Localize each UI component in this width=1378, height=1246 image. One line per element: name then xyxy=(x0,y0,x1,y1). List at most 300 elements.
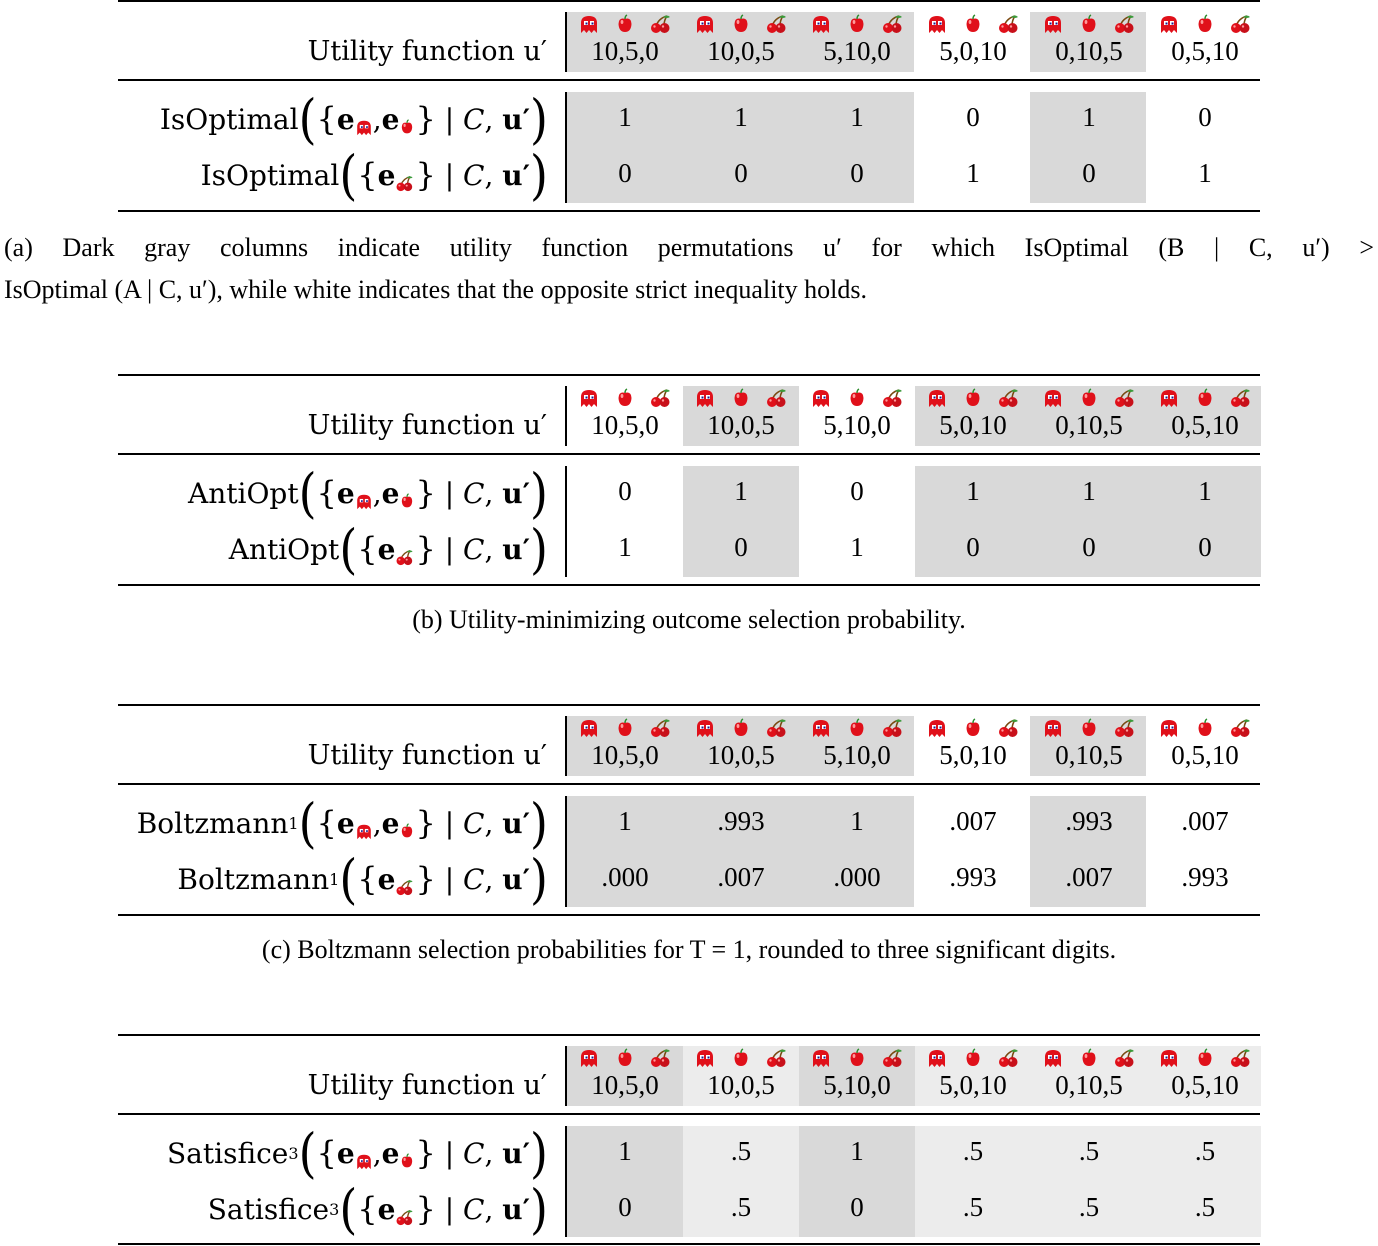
comma: , xyxy=(484,476,503,510)
ghost-icon xyxy=(1042,718,1064,738)
bottom-rule xyxy=(118,1243,1260,1245)
column-icons xyxy=(915,1048,1031,1068)
cherry-icon xyxy=(395,175,415,192)
row-label xyxy=(187,461,548,525)
var-c: C xyxy=(463,532,485,566)
var-c: C xyxy=(463,806,485,840)
row-label xyxy=(228,517,548,581)
outcome-e: e xyxy=(381,102,400,136)
subscript-cherry xyxy=(395,879,415,896)
caption-c: (c) Boltzmann selection probabilities for T = 1, rounded to three significant digits. xyxy=(261,935,1117,964)
column-icons xyxy=(1031,388,1147,408)
open-paren: ( xyxy=(298,791,317,855)
table-cell: 0 xyxy=(1198,102,1212,132)
column-icons xyxy=(799,388,915,408)
outcome-e: e xyxy=(381,476,400,510)
table-cell: .007 xyxy=(1065,862,1113,892)
ghost-icon xyxy=(810,388,832,408)
column-header-value: 5,10,0 xyxy=(823,740,891,770)
row-function-name: AntiOpt xyxy=(187,476,299,510)
column-header-value: 5,10,0 xyxy=(823,410,891,440)
column-icons xyxy=(567,1048,683,1068)
outcome-e: e xyxy=(377,1192,396,1226)
ghost-icon xyxy=(1042,14,1064,34)
table-cell: .000 xyxy=(833,862,881,892)
table-cell: 1 xyxy=(966,476,980,506)
cherry-icon xyxy=(1114,388,1136,408)
row-label xyxy=(177,847,548,911)
var-c: C xyxy=(463,158,485,192)
apple-icon xyxy=(962,14,984,34)
row-function-name: Boltzmann xyxy=(177,862,330,896)
table-cell: 1 xyxy=(734,102,748,132)
close-paren: ) xyxy=(530,1177,548,1241)
cherry-icon xyxy=(1114,718,1136,738)
apple-icon xyxy=(1078,14,1100,34)
open-paren: ( xyxy=(339,1177,358,1241)
column-icons xyxy=(915,388,1031,408)
close-brace: } xyxy=(415,860,436,898)
mid-rule xyxy=(118,453,1260,455)
outcome-e: e xyxy=(336,476,355,510)
ghost-icon xyxy=(926,718,948,738)
cherry-icon xyxy=(395,549,415,566)
cherry-icon xyxy=(766,14,788,34)
outcome-e: e xyxy=(377,862,396,896)
column-header-value: 10,5,0 xyxy=(591,740,659,770)
close-paren: ) xyxy=(530,791,548,855)
cherry-icon xyxy=(395,1209,415,1226)
cherry-icon xyxy=(882,1048,904,1068)
ghost-icon xyxy=(926,1048,948,1068)
comma: , xyxy=(484,1136,503,1170)
column-header-value: 10,0,5 xyxy=(707,1070,775,1100)
cherry-icon xyxy=(1230,388,1252,408)
var-u: u′ xyxy=(502,476,531,510)
close-paren: ) xyxy=(530,1121,548,1185)
ghost-icon xyxy=(578,14,600,34)
top-rule xyxy=(118,704,1260,706)
ghost-icon xyxy=(810,14,832,34)
table-cell: 0 xyxy=(966,532,980,562)
column-icons xyxy=(1147,14,1263,34)
table-cell: 0 xyxy=(850,158,864,188)
utility-function-label: Utility function u′ xyxy=(307,410,547,441)
apple-icon xyxy=(730,718,752,738)
column-icons xyxy=(683,718,799,738)
subscript-ghost xyxy=(355,1153,373,1170)
table-cell: .5 xyxy=(730,1136,752,1166)
outcome-e: e xyxy=(381,806,400,840)
column-icons xyxy=(1031,1048,1147,1068)
ghost-icon xyxy=(355,1153,373,1170)
table-cell: .5 xyxy=(1194,1192,1216,1222)
ghost-icon xyxy=(355,823,373,840)
var-u: u′ xyxy=(502,102,531,136)
subscript-apple xyxy=(399,493,415,509)
subscript-apple xyxy=(399,1153,415,1169)
comma: , xyxy=(484,862,503,896)
column-header-value: 5,0,10 xyxy=(939,1070,1007,1100)
table-cell: 0 xyxy=(734,532,748,562)
apple-icon xyxy=(399,493,415,509)
close-paren: ) xyxy=(530,461,548,525)
column-icons xyxy=(683,388,799,408)
table-cell: 1 xyxy=(966,158,980,188)
comma: , xyxy=(372,1136,382,1170)
caption-b: (b) Utility-minimizing outcome selection probability. xyxy=(412,605,966,634)
open-paren: ( xyxy=(298,1121,317,1185)
var-u: u′ xyxy=(502,806,531,840)
utility-function-label: Utility function u′ xyxy=(307,36,547,67)
open-brace: { xyxy=(316,100,337,138)
outcome-e: e xyxy=(377,532,396,566)
column-icons xyxy=(1147,718,1263,738)
table-cell: 1 xyxy=(1082,476,1096,506)
mid-rule xyxy=(118,1113,1260,1115)
given-bar: | xyxy=(435,102,464,136)
cherry-icon xyxy=(1230,718,1252,738)
ghost-icon xyxy=(578,388,600,408)
apple-icon xyxy=(846,1048,868,1068)
cherry-icon xyxy=(1230,1048,1252,1068)
comma: , xyxy=(372,476,382,510)
top-rule xyxy=(118,0,1260,2)
comma: , xyxy=(484,532,503,566)
table-cell: .5 xyxy=(962,1192,984,1222)
bottom-rule xyxy=(118,210,1260,212)
column-header-value: 0,10,5 xyxy=(1055,740,1123,770)
table-cell: 1 xyxy=(850,1136,864,1166)
table-cell: 1 xyxy=(618,806,632,836)
cherry-icon xyxy=(766,388,788,408)
column-icons xyxy=(567,388,683,408)
var-c: C xyxy=(463,1192,485,1226)
ghost-icon xyxy=(1158,1048,1180,1068)
table-cell: 1 xyxy=(734,476,748,506)
column-header-value: 10,0,5 xyxy=(707,740,775,770)
caption-a-line2: IsOptimal (A | C, u′), while white indicates that the opposite strict inequality holds. xyxy=(4,275,867,304)
column-icons xyxy=(1031,14,1147,34)
given-bar: | xyxy=(435,158,464,192)
table-cell: .993 xyxy=(949,862,997,892)
table-cell: 0 xyxy=(850,476,864,506)
column-icons xyxy=(567,718,683,738)
ghost-icon xyxy=(1158,718,1180,738)
table-cell: 0 xyxy=(1082,532,1096,562)
ghost-icon xyxy=(355,493,373,510)
row-label xyxy=(159,87,548,151)
row-label xyxy=(200,143,548,207)
column-icons xyxy=(799,14,915,34)
close-paren: ) xyxy=(530,87,548,151)
table-cell: .000 xyxy=(601,862,649,892)
cherry-icon xyxy=(998,718,1020,738)
apple-icon xyxy=(962,1048,984,1068)
cherry-icon xyxy=(650,1048,672,1068)
open-brace: { xyxy=(357,156,378,194)
var-c: C xyxy=(463,862,485,896)
ghost-icon xyxy=(810,1048,832,1068)
ghost-icon xyxy=(694,14,716,34)
open-paren: ( xyxy=(339,847,358,911)
ghost-icon xyxy=(578,718,600,738)
subscript-apple xyxy=(399,823,415,839)
ghost-icon xyxy=(926,388,948,408)
close-brace: } xyxy=(415,156,436,194)
comma: , xyxy=(484,806,503,840)
row-function-name: Boltzmann xyxy=(136,806,289,840)
ghost-icon xyxy=(1042,388,1064,408)
open-brace: { xyxy=(357,860,378,898)
table-cell: 1 xyxy=(618,532,632,562)
outcome-e: e xyxy=(377,158,396,192)
var-c: C xyxy=(463,1136,485,1170)
caption-a-line1: (a) Dark gray columns indicate utility function permutations u′ for which IsOptimal (B | C, u′) > xyxy=(4,233,1374,262)
var-c: C xyxy=(463,476,485,510)
table-cell: .5 xyxy=(1078,1136,1100,1166)
bottom-rule xyxy=(118,914,1260,916)
ghost-icon xyxy=(1042,1048,1064,1068)
ghost-icon xyxy=(926,14,948,34)
ghost-icon xyxy=(355,119,373,136)
cherry-icon xyxy=(766,1048,788,1068)
row-function-subscript: 1 xyxy=(288,813,299,833)
row-function-name: AntiOpt xyxy=(228,532,340,566)
table-cell: 0 xyxy=(734,158,748,188)
comma: , xyxy=(484,102,503,136)
cherry-icon xyxy=(766,718,788,738)
subscript-ghost xyxy=(355,823,373,840)
table-cell: .993 xyxy=(1065,806,1113,836)
table-cell: .5 xyxy=(1194,1136,1216,1166)
table-cell: .007 xyxy=(1181,806,1229,836)
apple-icon xyxy=(399,823,415,839)
ghost-icon xyxy=(694,1048,716,1068)
var-u: u′ xyxy=(502,1136,531,1170)
table-cell: .993 xyxy=(717,806,765,836)
cherry-icon xyxy=(395,879,415,896)
comma: , xyxy=(372,102,382,136)
column-icons xyxy=(799,1048,915,1068)
comma: , xyxy=(484,158,503,192)
open-brace: { xyxy=(357,530,378,568)
table-c xyxy=(118,704,1260,919)
var-u: u′ xyxy=(502,1192,531,1226)
apple-icon xyxy=(730,14,752,34)
column-icons xyxy=(799,718,915,738)
utility-function-label: Utility function u′ xyxy=(307,740,547,771)
open-paren: ( xyxy=(298,461,317,525)
table-cell: 0 xyxy=(1198,532,1212,562)
table-cell: 0 xyxy=(618,476,632,506)
column-header-value: 10,0,5 xyxy=(707,36,775,66)
open-paren: ( xyxy=(339,517,358,581)
table-cell: .993 xyxy=(1181,862,1229,892)
apple-icon xyxy=(1078,388,1100,408)
apple-icon xyxy=(730,1048,752,1068)
column-header-value: 5,10,0 xyxy=(823,36,891,66)
apple-icon xyxy=(399,119,415,135)
table-cell: 1 xyxy=(618,1136,632,1166)
utility-function-label: Utility function u′ xyxy=(307,1070,547,1101)
given-bar: | xyxy=(435,1192,464,1226)
apple-icon xyxy=(1194,718,1216,738)
subscript-apple xyxy=(399,119,415,135)
table-cell: 1 xyxy=(850,532,864,562)
column-header-value: 10,5,0 xyxy=(591,36,659,66)
subscript-cherry xyxy=(395,549,415,566)
table-cell: 0 xyxy=(618,1192,632,1222)
cherry-icon xyxy=(1114,1048,1136,1068)
ghost-icon xyxy=(1158,388,1180,408)
apple-icon xyxy=(962,388,984,408)
row-label xyxy=(136,791,548,855)
close-paren: ) xyxy=(530,143,548,207)
table-cell: 1 xyxy=(1082,102,1096,132)
table-cell: .007 xyxy=(949,806,997,836)
top-rule xyxy=(118,374,1260,376)
close-brace: } xyxy=(415,1190,436,1228)
column-icons xyxy=(1147,1048,1263,1068)
close-brace: } xyxy=(415,100,436,138)
cherry-icon xyxy=(882,388,904,408)
top-rule xyxy=(118,1034,1260,1036)
open-brace: { xyxy=(316,804,337,842)
column-header-value: 0,5,10 xyxy=(1171,36,1239,66)
column-header-value: 10,5,0 xyxy=(591,1070,659,1100)
cherry-icon xyxy=(650,14,672,34)
cherry-icon xyxy=(882,718,904,738)
close-paren: ) xyxy=(530,847,548,911)
apple-icon xyxy=(614,718,636,738)
column-header-value: 5,0,10 xyxy=(939,740,1007,770)
table-cell: 1 xyxy=(1198,158,1212,188)
row-function-name: Satisfice xyxy=(207,1192,330,1226)
apple-icon xyxy=(614,388,636,408)
var-u: u′ xyxy=(502,158,531,192)
bottom-rule xyxy=(118,584,1260,586)
column-header-value: 0,5,10 xyxy=(1171,410,1239,440)
ghost-icon xyxy=(1158,14,1180,34)
open-brace: { xyxy=(316,474,337,512)
var-u: u′ xyxy=(502,862,531,896)
row-function-name: IsOptimal xyxy=(159,102,299,136)
var-c: C xyxy=(463,102,485,136)
given-bar: | xyxy=(435,476,464,510)
column-icons xyxy=(1031,718,1147,738)
table-cell: 1 xyxy=(850,102,864,132)
comma: , xyxy=(484,1192,503,1226)
cherry-icon xyxy=(882,14,904,34)
apple-icon xyxy=(1194,1048,1216,1068)
column-icons xyxy=(915,14,1031,34)
row-function-name: IsOptimal xyxy=(200,158,340,192)
row-function-subscript: 3 xyxy=(329,1199,340,1219)
open-paren: ( xyxy=(339,143,358,207)
table-cell: .5 xyxy=(1078,1192,1100,1222)
apple-icon xyxy=(614,14,636,34)
cherry-icon xyxy=(1114,14,1136,34)
open-brace: { xyxy=(316,1134,337,1172)
row-function-name: Satisfice xyxy=(167,1136,289,1170)
table-a xyxy=(118,0,1260,215)
apple-icon xyxy=(846,388,868,408)
subscript-cherry xyxy=(395,175,415,192)
table-cell: 1 xyxy=(850,806,864,836)
column-icons xyxy=(567,14,683,34)
given-bar: | xyxy=(435,1136,464,1170)
apple-icon xyxy=(399,1153,415,1169)
open-paren: ( xyxy=(298,87,317,151)
cherry-icon xyxy=(1230,14,1252,34)
apple-icon xyxy=(846,14,868,34)
given-bar: | xyxy=(435,806,464,840)
open-brace: { xyxy=(357,1190,378,1228)
apple-icon xyxy=(1078,718,1100,738)
ghost-icon xyxy=(694,718,716,738)
row-label xyxy=(167,1121,548,1185)
table-cell: .5 xyxy=(962,1136,984,1166)
subscript-ghost xyxy=(355,119,373,136)
table-d xyxy=(118,1034,1260,1246)
apple-icon xyxy=(614,1048,636,1068)
outcome-e: e xyxy=(336,1136,355,1170)
column-icons xyxy=(1147,388,1263,408)
given-bar: | xyxy=(435,532,464,566)
apple-icon xyxy=(1194,14,1216,34)
table-cell: 0 xyxy=(850,1192,864,1222)
comma: , xyxy=(372,806,382,840)
given-bar: | xyxy=(435,862,464,896)
mid-rule xyxy=(118,79,1260,81)
cherry-icon xyxy=(650,718,672,738)
mid-rule xyxy=(118,783,1260,785)
column-header-value: 0,10,5 xyxy=(1055,410,1123,440)
column-icons xyxy=(915,718,1031,738)
column-header-value: 0,5,10 xyxy=(1171,740,1239,770)
apple-icon xyxy=(730,388,752,408)
ghost-icon xyxy=(810,718,832,738)
column-header-value: 0,10,5 xyxy=(1055,36,1123,66)
close-brace: } xyxy=(415,474,436,512)
column-header-value: 0,10,5 xyxy=(1055,1070,1123,1100)
subscript-ghost xyxy=(355,493,373,510)
row-function-subscript: 3 xyxy=(288,1143,299,1163)
column-header-value: 10,0,5 xyxy=(707,410,775,440)
table-b xyxy=(118,374,1260,589)
cherry-icon xyxy=(998,1048,1020,1068)
close-brace: } xyxy=(415,804,436,842)
close-brace: } xyxy=(415,530,436,568)
column-header-value: 5,10,0 xyxy=(823,1070,891,1100)
apple-icon xyxy=(846,718,868,738)
cherry-icon xyxy=(998,388,1020,408)
table-cell: 1 xyxy=(618,102,632,132)
ghost-icon xyxy=(578,1048,600,1068)
table-cell: 0 xyxy=(618,158,632,188)
row-function-subscript: 1 xyxy=(329,869,340,889)
outcome-e: e xyxy=(336,102,355,136)
cherry-icon xyxy=(998,14,1020,34)
ghost-icon xyxy=(694,388,716,408)
close-brace: } xyxy=(415,1134,436,1172)
table-cell: .007 xyxy=(717,862,765,892)
apple-icon xyxy=(1078,1048,1100,1068)
column-icons xyxy=(683,1048,799,1068)
close-paren: ) xyxy=(530,517,548,581)
var-u: u′ xyxy=(502,532,531,566)
